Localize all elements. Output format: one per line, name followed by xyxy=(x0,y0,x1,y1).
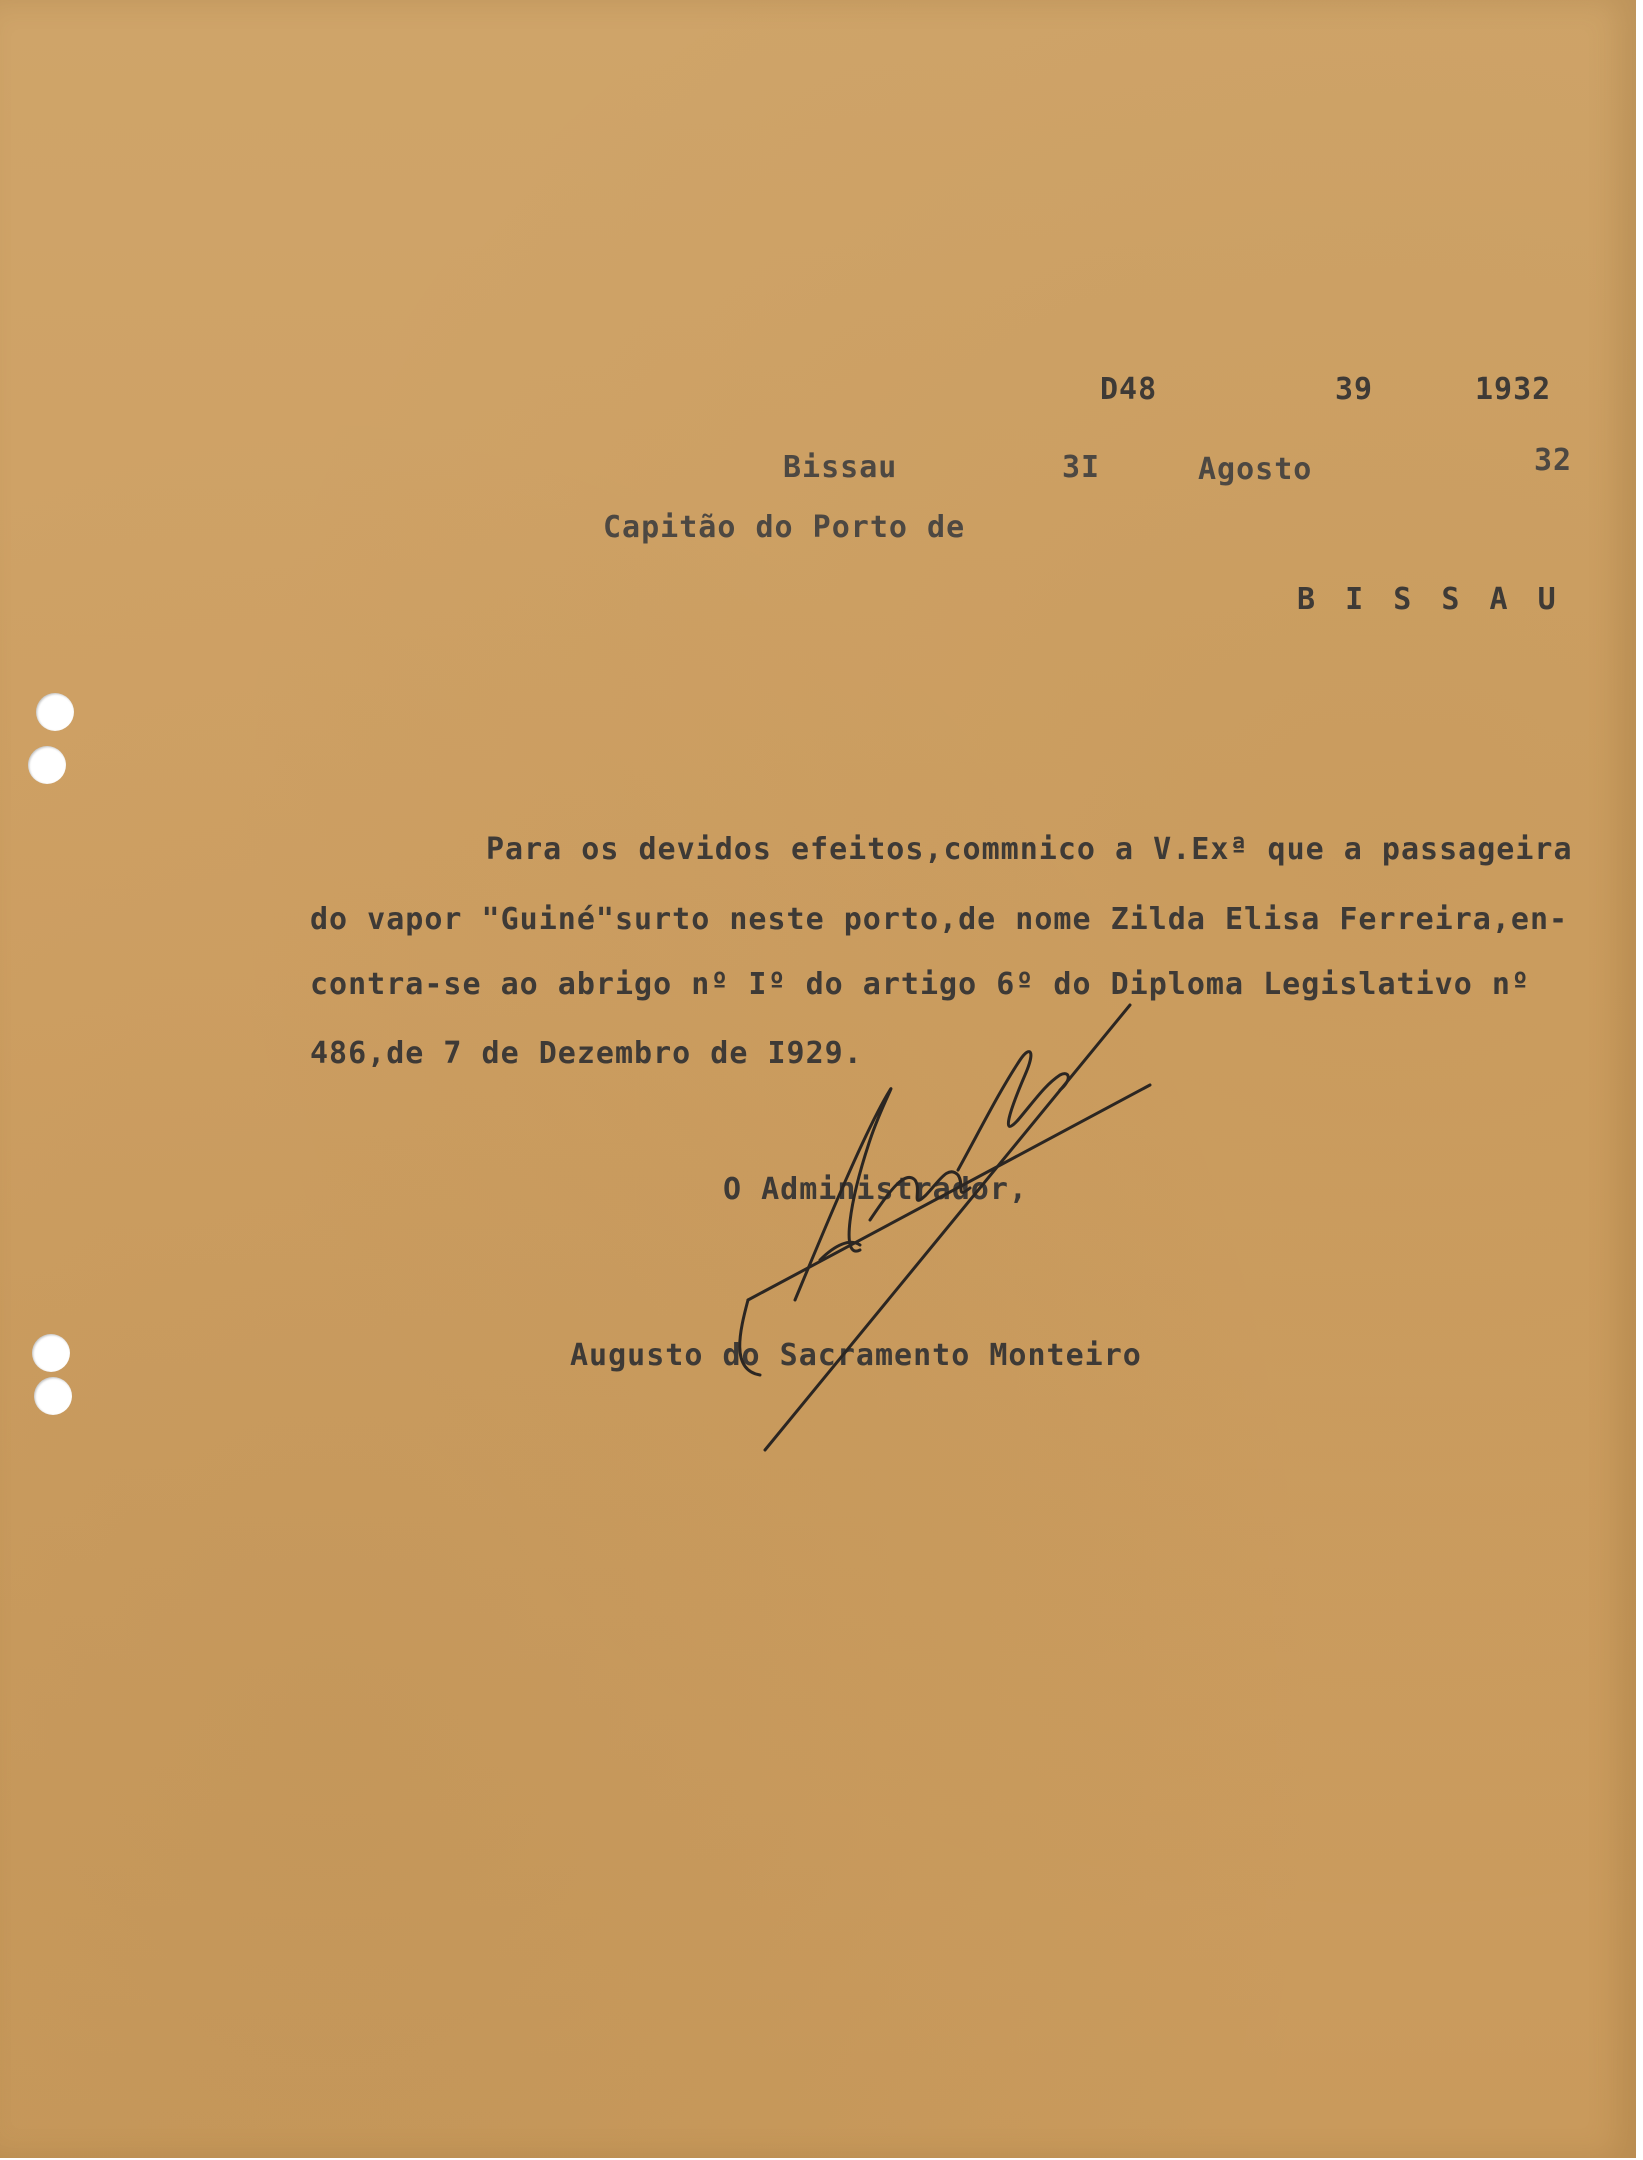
punch-hole xyxy=(32,1334,70,1372)
addressee-title: Capitão do Porto de xyxy=(603,510,966,545)
reference-count: 39 xyxy=(1335,372,1374,407)
reference-year: 1932 xyxy=(1475,372,1552,407)
body-line: Para os devidos efeitos,commnico a V.Exª que a passageira xyxy=(486,832,1573,867)
date-month: Agosto xyxy=(1198,452,1313,487)
handwritten-signature xyxy=(700,990,1180,1470)
punch-hole xyxy=(28,746,66,784)
punch-hole xyxy=(36,693,74,731)
signatory-name: Augusto do Sacramento Monteiro xyxy=(570,1338,1142,1373)
body-line: do vapor "Guiné"surto neste porto,de nome Zilda Elisa Ferreira,en- xyxy=(310,902,1569,937)
body-line: 486,de 7 de Dezembro de I929. xyxy=(310,1036,863,1071)
punch-hole xyxy=(34,1377,72,1415)
date-year: 32 xyxy=(1534,443,1573,478)
reference-number: D48 xyxy=(1100,372,1158,407)
addressee-city: B I S S A U xyxy=(1297,582,1562,617)
place: Bissau xyxy=(783,450,898,485)
date-day: 3I xyxy=(1062,450,1101,485)
closing: O Administrador, xyxy=(723,1172,1028,1207)
body-line: contra-se ao abrigo nº Iº do artigo 6º do Diploma Legislativo nº xyxy=(310,967,1530,1002)
